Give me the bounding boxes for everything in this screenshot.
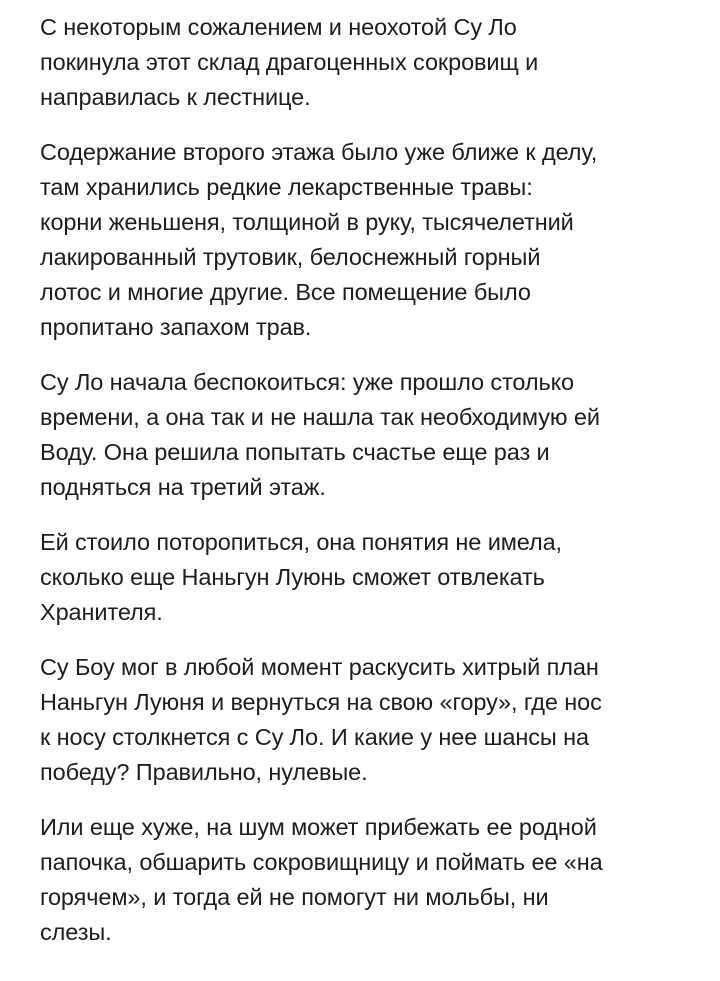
text-line: там хранились редкие лекарственные травы: bbox=[40, 174, 533, 200]
text-line: папочка, обшарить сокровищницу и поймать ее «на bbox=[40, 849, 603, 875]
paragraph-3 bbox=[40, 365, 684, 505]
text-line: Су Ло начала беспокоиться: уже прошло столько bbox=[40, 369, 575, 395]
text-line: лакированный трутовик, белоснежный горный bbox=[40, 244, 541, 270]
text-line: покинула этот склад драгоценных сокровищ и bbox=[40, 49, 539, 75]
text-line: Воду. Она решила попытать счастье еще раз и bbox=[40, 439, 550, 465]
text-line: Хранителя. bbox=[40, 599, 163, 625]
paragraph-1 bbox=[40, 10, 684, 115]
text-line: победу? Правильно, нулевые. bbox=[40, 759, 368, 785]
text-line: Ей стоило поторопиться, она понятия не имела, bbox=[40, 529, 562, 555]
text-line: к носу столкнется с Су Ло. И какие у нее шансы на bbox=[40, 724, 589, 750]
text-line: Наньгун Луюня и вернуться на свою «гору», где нос bbox=[40, 689, 602, 715]
text-line: С некоторым сожалением и неохотой Су Ло bbox=[40, 14, 517, 40]
text-line: горячем», и тогда ей не помогут ни мольбы, ни bbox=[40, 884, 549, 910]
text-line: Су Боу мог в любой момент раскусить хитрый план bbox=[40, 654, 599, 680]
text-line: слезы. bbox=[40, 919, 112, 945]
text-line: пропитано запахом трав. bbox=[40, 314, 312, 340]
paragraph-6 bbox=[40, 810, 684, 950]
text-line: подняться на третий этаж. bbox=[40, 474, 326, 500]
paragraph-5 bbox=[40, 650, 684, 790]
text-line: направилась к лестнице. bbox=[40, 84, 311, 110]
text-line: Или еще хуже, на шум может прибежать ее родной bbox=[40, 814, 597, 840]
paragraph-2 bbox=[40, 135, 684, 345]
text-line: времени, а она так и не нашла так необходимую ей bbox=[40, 404, 600, 430]
paragraph-4 bbox=[40, 525, 684, 630]
text-line: лотос и многие другие. Все помещение было bbox=[40, 279, 531, 305]
text-line: сколько еще Наньгун Луюнь сможет отвлекать bbox=[40, 564, 545, 590]
text-line: корни женьшеня, толщиной в руку, тысячелетний bbox=[40, 209, 574, 235]
text-line: Содержание второго этажа было уже ближе к делу, bbox=[40, 139, 598, 165]
